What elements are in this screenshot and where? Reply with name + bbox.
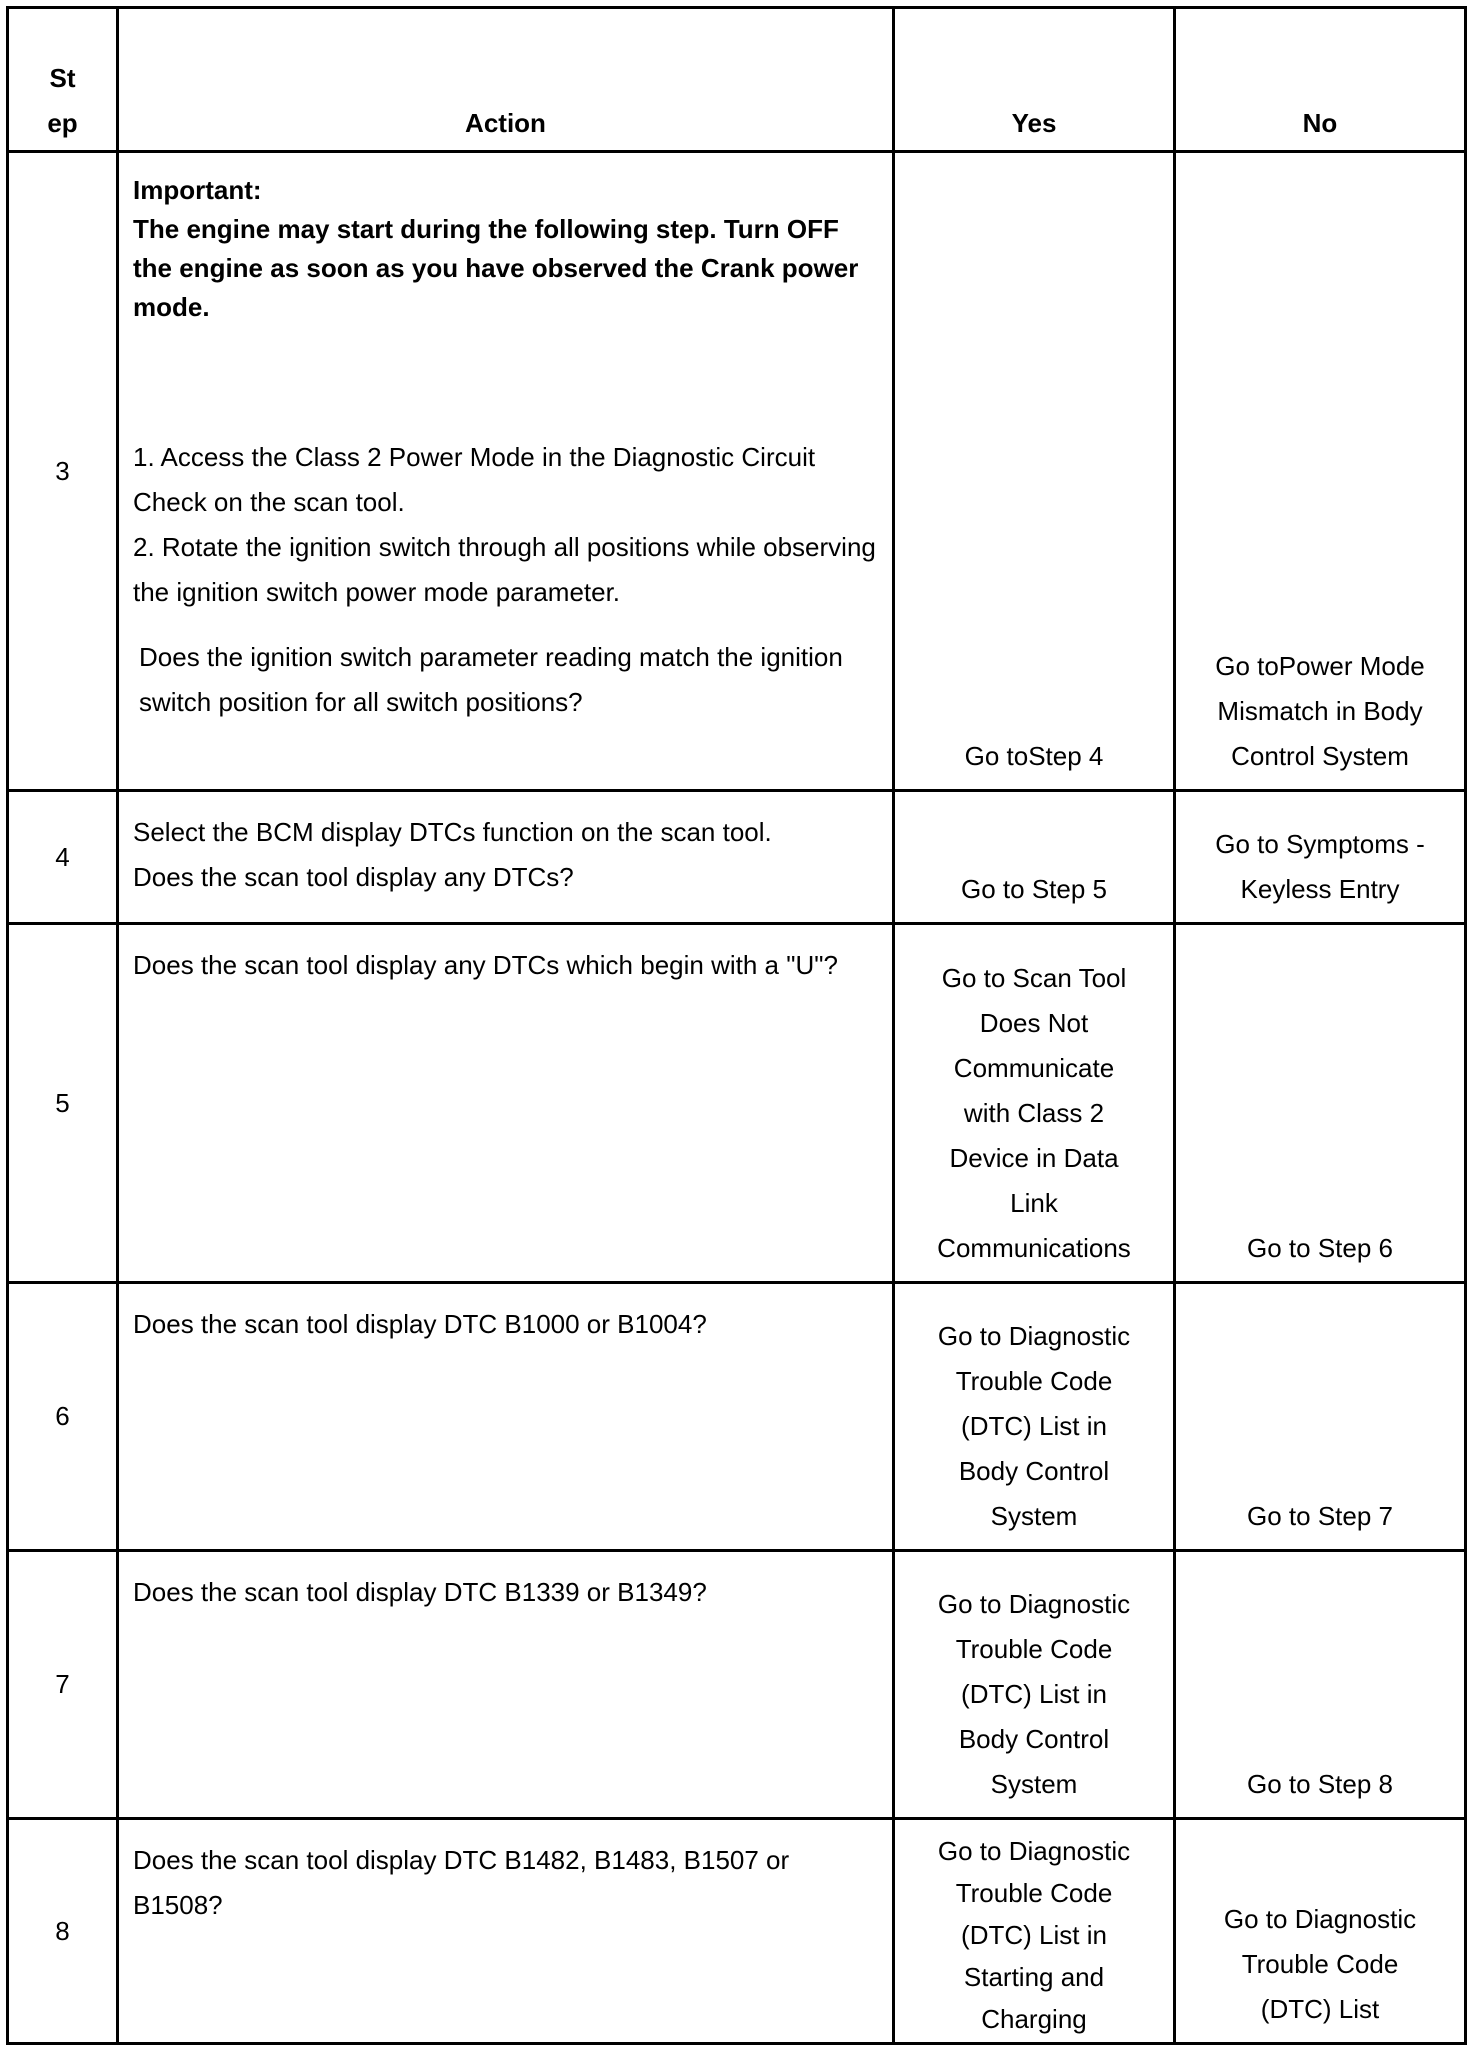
yes-line: Does Not — [979, 1008, 1089, 1038]
yes-cell — [894, 791, 1175, 924]
step-number: 8 — [8, 1819, 118, 2044]
yes-line: System — [990, 1501, 1078, 1531]
header-no: No — [1175, 8, 1466, 152]
step-number: 6 — [8, 1283, 118, 1551]
action-cell: Does the scan tool display DTC B1482, B1483, B1507 or B1508? — [118, 1819, 894, 2044]
no-cell — [1175, 1551, 1466, 1819]
action-line: Select the BCM display DTCs function on the scan tool. — [133, 817, 772, 847]
yes-cell[interactable] — [894, 1283, 1175, 1551]
table-row — [8, 1551, 1466, 1819]
table-row — [8, 1283, 1466, 1551]
no-line: Trouble Code — [1241, 1949, 1399, 1979]
no-link[interactable]: Go to Step 6 — [1247, 1233, 1393, 1263]
table-row — [8, 924, 1466, 1283]
yes-line: Starting and — [963, 1962, 1105, 1992]
no-line: (DTC) List — [1260, 1994, 1380, 2024]
yes-line: Charging — [981, 2004, 1087, 2034]
yes-line: (DTC) List in — [961, 1411, 1107, 1441]
no-cell[interactable] — [1175, 152, 1466, 791]
yes-line: Go to Scan Tool — [941, 963, 1127, 993]
important-note — [133, 171, 878, 327]
yes-line: with Class 2 — [963, 1098, 1105, 1128]
yes-line: (DTC) List in — [961, 1679, 1107, 1709]
no-cell[interactable] — [1175, 1819, 1466, 2044]
action-cell — [118, 152, 894, 791]
header-yes: Yes — [894, 8, 1175, 152]
yes-line: Trouble Code — [955, 1366, 1113, 1396]
yes-line: Go to Diagnostic — [937, 1589, 1131, 1619]
action-line: Does the scan tool display any DTCs? — [133, 862, 574, 892]
yes-line: (DTC) List in — [961, 1920, 1107, 1950]
diagnostic-table — [6, 6, 1467, 2045]
no-line: Control System — [1231, 741, 1409, 771]
no-link[interactable]: Go to Step 7 — [1247, 1501, 1393, 1531]
action-item-1: 1. Access the Class 2 Power Mode in the Diagnostic Circuit Check on the scan tool. — [133, 442, 816, 517]
no-cell[interactable] — [1175, 791, 1466, 924]
yes-line: Trouble Code — [955, 1634, 1113, 1664]
table-row — [8, 791, 1466, 924]
yes-line: Link — [1010, 1188, 1058, 1218]
no-line: Keyless Entry — [1240, 874, 1400, 904]
no-cell — [1175, 924, 1466, 1283]
yes-line: System — [990, 1769, 1078, 1799]
yes-line: Body Control — [958, 1724, 1110, 1754]
important-text: The engine may start during the following step. Turn OFF the engine as soon as you have observed the Crank power mode. — [133, 214, 859, 322]
no-line: Go to Symptoms - — [1215, 829, 1425, 859]
yes-line: Communicate — [953, 1053, 1115, 1083]
header-step: St ep — [8, 8, 118, 152]
no-line: Mismatch in Body — [1217, 696, 1423, 726]
yes-link[interactable]: Go to Step 5 — [961, 874, 1107, 904]
action-question: Does the ignition switch parameter reading match the ignition switch position for all switch positions? — [139, 642, 843, 717]
action-item-2: 2. Rotate the ignition switch through all positions while observing the ignition switch power mode parameter. — [133, 532, 876, 607]
step-number: 5 — [8, 924, 118, 1283]
no-line: Go to Diagnostic — [1223, 1904, 1417, 1934]
yes-line: Go to Diagnostic — [937, 1321, 1131, 1351]
yes-line: Go to Diagnostic — [937, 1836, 1131, 1866]
action-cell — [118, 791, 894, 924]
action-cell: Does the scan tool display DTC B1339 or B1349? — [118, 1551, 894, 1819]
step-number: 4 — [8, 791, 118, 924]
yes-line: Communications — [937, 1233, 1131, 1263]
yes-line: Device in Data — [949, 1143, 1119, 1173]
table-row — [8, 1819, 1466, 2044]
no-link[interactable]: Go to Step 8 — [1247, 1769, 1393, 1799]
yes-cell[interactable] — [894, 924, 1175, 1283]
yes-line: Trouble Code — [955, 1878, 1113, 1908]
table-row — [8, 152, 1466, 791]
header-row — [8, 8, 1466, 152]
action-cell: Does the scan tool display DTC B1000 or B1004? — [118, 1283, 894, 1551]
yes-link[interactable]: Go toStep 4 — [964, 741, 1104, 771]
step-number: 7 — [8, 1551, 118, 1819]
no-cell — [1175, 1283, 1466, 1551]
yes-line: Body Control — [958, 1456, 1110, 1486]
yes-cell — [894, 152, 1175, 791]
action-cell: Does the scan tool display any DTCs which begin with a "U"? — [118, 924, 894, 1283]
yes-cell[interactable] — [894, 1819, 1175, 2044]
important-label: Important: — [133, 175, 262, 205]
no-line: Go toPower Mode — [1215, 651, 1425, 681]
header-action: Action — [118, 8, 894, 152]
step-number: 3 — [8, 152, 118, 791]
yes-cell[interactable] — [894, 1551, 1175, 1819]
